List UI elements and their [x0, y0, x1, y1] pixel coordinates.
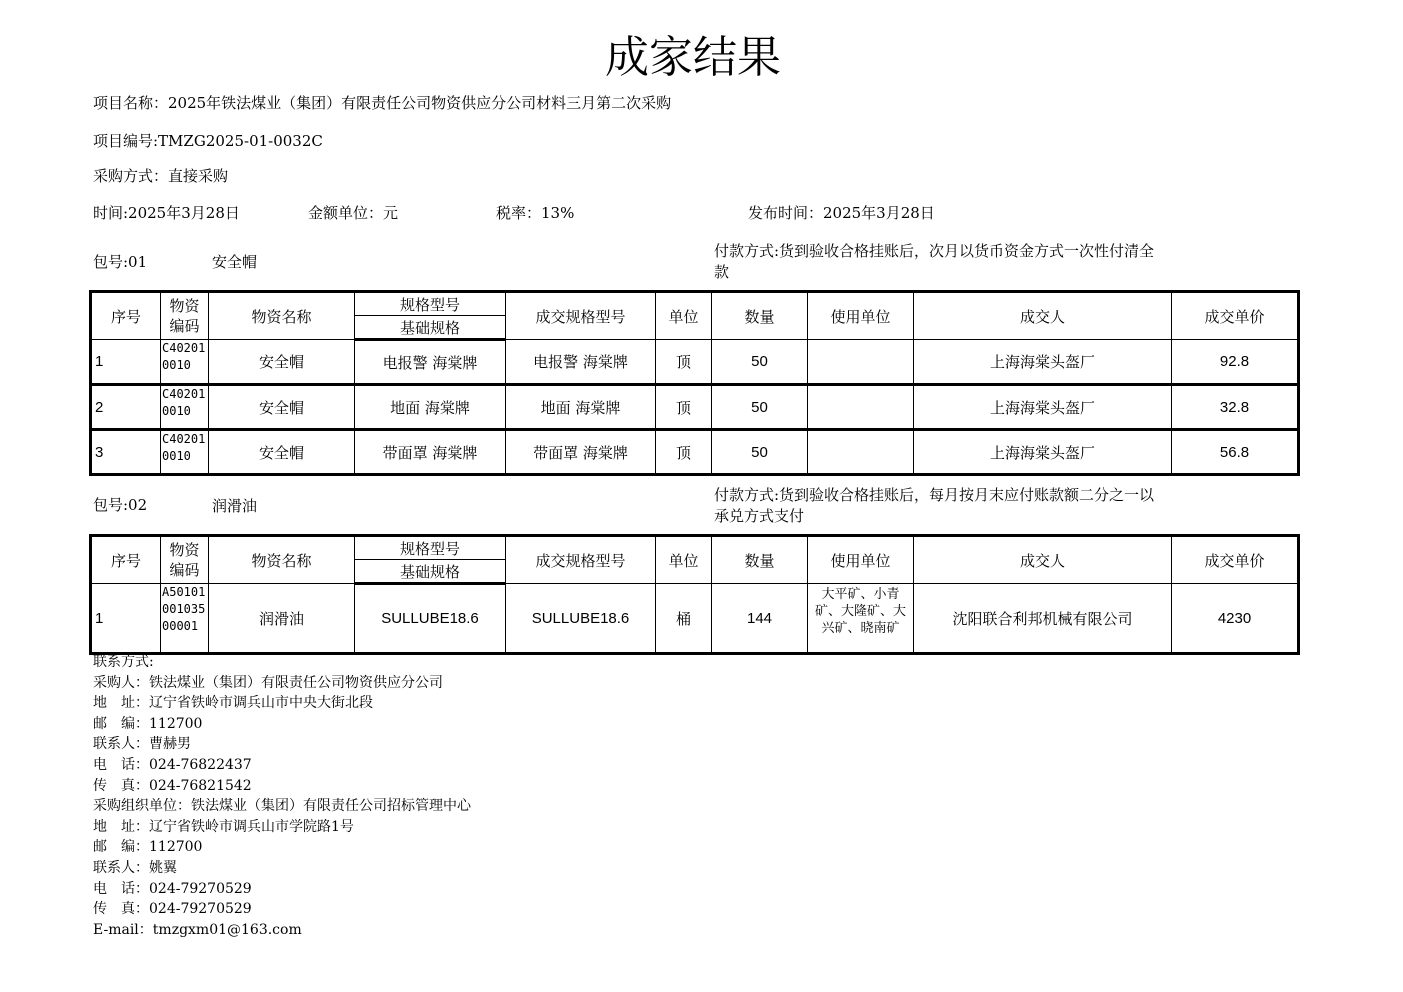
cell-spec: 带面罩 海棠牌	[355, 430, 506, 475]
cell-user-unit	[808, 340, 914, 385]
agency-phone: 电 话：024-79270529	[93, 880, 252, 897]
cell-unit: 顶	[656, 430, 712, 475]
buyer-contact: 联系人：曹赫男	[93, 736, 191, 753]
header-code: 物资 编码	[161, 292, 209, 340]
cell-seq: 2	[91, 385, 161, 430]
results-table-package-01	[89, 290, 1300, 476]
header-seq: 序号	[91, 536, 161, 584]
header-spec: 规格型号	[355, 292, 506, 316]
cell-name: 润滑油	[209, 584, 355, 654]
header-name: 物资名称	[209, 292, 355, 340]
cell-deal-spec: SULLUBE18.6	[506, 584, 656, 654]
cell-name: 安全帽	[209, 340, 355, 385]
project-name: 项目名称：2025年铁法煤业（集团）有限责任公司物资供应分公司材料三月第二次采购	[93, 94, 672, 112]
tax-rate: 税率：13%	[496, 204, 575, 222]
cell-qty: 144	[712, 584, 808, 654]
package-label: 包号:02	[93, 496, 148, 514]
cell-unit: 顶	[656, 340, 712, 385]
cell-unit: 顶	[656, 385, 712, 430]
cell-price: 56.8	[1172, 430, 1299, 475]
cell-qty: 50	[712, 340, 808, 385]
cell-price: 4230	[1172, 584, 1299, 654]
cell-price: 32.8	[1172, 385, 1299, 430]
cell-code: C402010010	[161, 430, 209, 475]
page-title: 成家结果	[605, 32, 781, 83]
agency-contact: 联系人：姚翼	[93, 859, 177, 876]
buyer-zip: 邮 编：112700	[93, 715, 203, 732]
table-row	[91, 584, 1299, 654]
contact-email: E-mail：tmzgxm01@163.com	[93, 921, 302, 938]
cell-deal-spec: 地面 海棠牌	[506, 385, 656, 430]
buyer-fax: 传 真：024-76821542	[93, 777, 252, 794]
cell-code: C402010010	[161, 340, 209, 385]
table-row	[91, 340, 1299, 385]
publish-time: 发布时间：2025年3月28日	[748, 204, 935, 222]
purchase-method: 采购方式：直接采购	[93, 167, 229, 185]
cell-user-unit: 大平矿、小青矿、大隆矿、大兴矿、晓南矿	[808, 584, 914, 654]
cell-seq: 1	[91, 340, 161, 385]
contact-block	[93, 652, 471, 940]
header-user-unit: 使用单位	[808, 536, 914, 584]
buyer-name: 采购人：铁法煤业（集团）有限责任公司物资供应分公司	[93, 674, 443, 691]
cell-seq: 1	[91, 584, 161, 654]
cell-spec: 电报警 海棠牌	[355, 340, 506, 385]
results-table-package-02	[89, 534, 1300, 655]
agency-zip: 邮 编：112700	[93, 839, 203, 856]
cell-deal-spec: 电报警 海棠牌	[506, 340, 656, 385]
header-supplier: 成交人	[914, 536, 1172, 584]
buyer-address: 地 址：辽宁省铁岭市调兵山市中央大街北段	[93, 695, 373, 712]
date-text: 时间:2025年3月28日	[93, 204, 240, 222]
currency-unit: 金额单位：元	[308, 204, 399, 222]
header-deal-spec: 成交规格型号	[506, 292, 656, 340]
package-item: 润滑油	[212, 497, 258, 515]
header-seq: 序号	[91, 292, 161, 340]
cell-user-unit	[808, 430, 914, 475]
header-user-unit: 使用单位	[808, 292, 914, 340]
agency-address: 地 址：辽宁省铁岭市调兵山市学院路1号	[93, 818, 354, 835]
header-deal-spec: 成交规格型号	[506, 536, 656, 584]
cell-spec: 地面 海棠牌	[355, 385, 506, 430]
cell-name: 安全帽	[209, 430, 355, 475]
header-base-spec: 基础规格	[355, 560, 506, 584]
package-label: 包号:01	[93, 253, 148, 271]
cell-code: C402010010	[161, 385, 209, 430]
cell-unit: 桶	[656, 584, 712, 654]
header-base-spec: 基础规格	[355, 316, 506, 340]
package-item: 安全帽	[212, 253, 258, 271]
header-code: 物资 编码	[161, 536, 209, 584]
header-name: 物资名称	[209, 536, 355, 584]
payment-terms: 付款方式:货到验收合格挂账后，每月按月末应付账款额二分之一以承兑方式支付	[714, 486, 1155, 525]
header-spec: 规格型号	[355, 536, 506, 560]
header-unit: 单位	[656, 536, 712, 584]
cell-qty: 50	[712, 430, 808, 475]
cell-spec: SULLUBE18.6	[355, 584, 506, 654]
table-row	[91, 385, 1299, 430]
payment-terms: 付款方式:货到验收合格挂账后，次月以货币资金方式一次性付清全款	[714, 242, 1155, 281]
agency-fax: 传 真：024-79270529	[93, 901, 252, 918]
table-row	[91, 430, 1299, 475]
header-price: 成交单价	[1172, 536, 1299, 584]
cell-qty: 50	[712, 385, 808, 430]
cell-seq: 3	[91, 430, 161, 475]
header-qty: 数量	[712, 292, 808, 340]
cell-supplier: 上海海棠头盔厂	[914, 430, 1172, 475]
cell-supplier: 上海海棠头盔厂	[914, 385, 1172, 430]
contact-heading: 联系方式:	[93, 654, 154, 670]
agency-name: 采购组织单位：铁法煤业（集团）有限责任公司招标管理中心	[93, 798, 471, 815]
cell-code: A5010100103500001	[161, 584, 209, 654]
header-price: 成交单价	[1172, 292, 1299, 340]
cell-deal-spec: 带面罩 海棠牌	[506, 430, 656, 475]
cell-user-unit	[808, 385, 914, 430]
header-unit: 单位	[656, 292, 712, 340]
cell-supplier: 上海海棠头盔厂	[914, 340, 1172, 385]
header-supplier: 成交人	[914, 292, 1172, 340]
cell-name: 安全帽	[209, 385, 355, 430]
project-number: 项目编号:TMZG2025-01-0032C	[93, 132, 323, 150]
cell-supplier: 沈阳联合利邦机械有限公司	[914, 584, 1172, 654]
cell-price: 92.8	[1172, 340, 1299, 385]
header-qty: 数量	[712, 536, 808, 584]
buyer-phone: 电 话：024-76822437	[93, 756, 252, 773]
